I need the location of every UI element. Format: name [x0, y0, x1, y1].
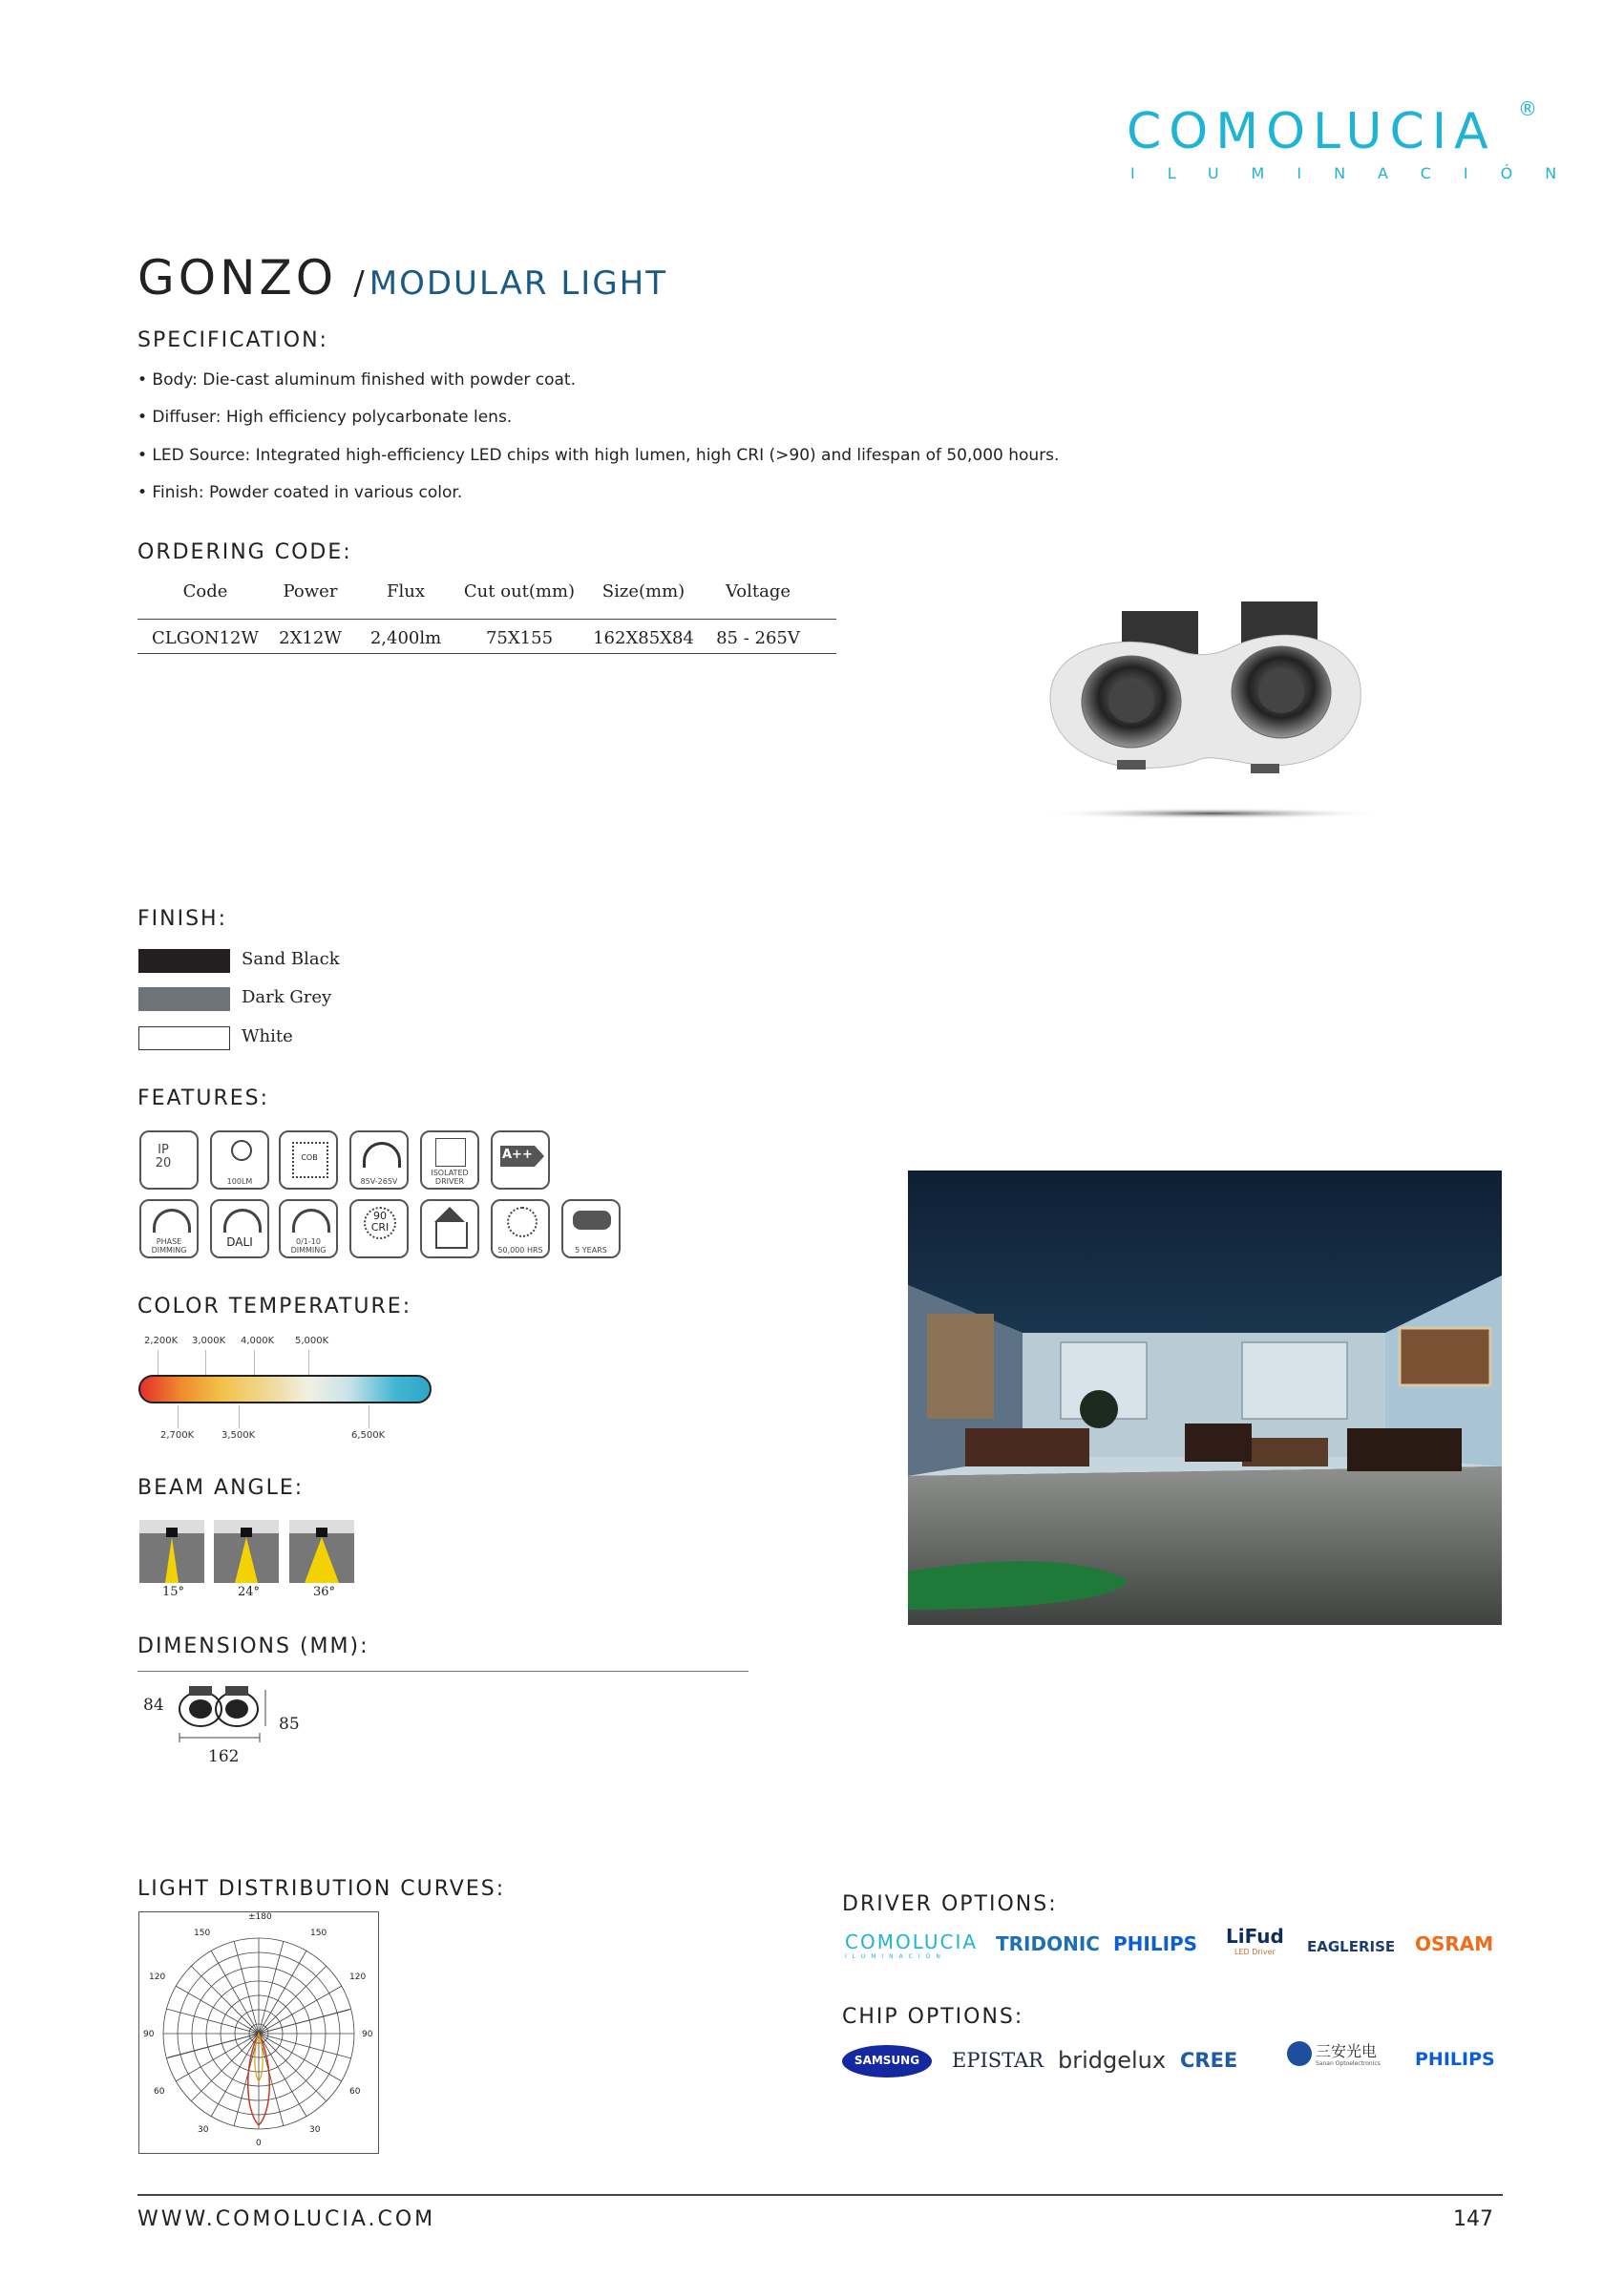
table-divider [137, 619, 836, 620]
polar-distribution-chart [138, 1911, 379, 2154]
ct-label: 6,500K [351, 1430, 386, 1441]
chip-logo-bridgelux: bridgelux [1058, 2047, 1167, 2074]
chip-logo-sanan-name: 三安光电 [1316, 2042, 1378, 2060]
beam-24-diagram [214, 1520, 279, 1583]
driver-logo-eaglerise: EAGLERISE [1307, 1938, 1396, 1955]
polar-label: 150 [194, 1929, 211, 1938]
registered-mark: ® [1518, 97, 1537, 120]
spec-item: • LED Source: Integrated high-efficiency LED chips with high lumen, high CRI (>90) and lifespan of 50,000 hours. [137, 446, 1060, 465]
brand-tagline: ILUMINACIÓN [1130, 164, 1590, 182]
spec-item: • Finish: Powder coated in various color. [137, 483, 463, 502]
polar-label: 120 [349, 1972, 367, 1982]
finish-label: Sand Black [242, 949, 340, 969]
finish-swatch-dark-grey [138, 987, 230, 1011]
dimension-height: 84 [143, 1696, 164, 1715]
driver-logo-osram: OSRAM [1415, 1932, 1494, 1955]
polar-label: ±180 [248, 1912, 272, 1922]
voltage-icon: 85V-265V [349, 1130, 409, 1190]
driver-logo-tridonic: TRIDONIC [996, 1932, 1100, 1955]
footer-url[interactable]: WWW.COMOLUCIA.COM [137, 2207, 436, 2231]
ip20-icon: IP 20 [139, 1130, 199, 1190]
dimension-depth: 85 [279, 1715, 300, 1734]
bulb-icon: 100LM [210, 1130, 269, 1190]
chip-logo-epistar: EPISTAR [952, 2049, 1044, 2072]
page-title [137, 250, 667, 306]
chip-logo-philips: PHILIPS [1415, 2049, 1495, 2070]
table-cell: 2X12W [279, 628, 342, 648]
beam-angle-title: BEAM ANGLE: [137, 1476, 305, 1500]
ct-label: 2,200K [144, 1336, 179, 1346]
ct-tick [178, 1405, 179, 1428]
beam-15-diagram [139, 1520, 204, 1583]
table-header: Flux [387, 581, 425, 601]
product-category: MODULAR LIGHT [369, 264, 668, 303]
polar-label: 30 [198, 2125, 209, 2135]
beam-36-diagram [289, 1520, 354, 1583]
chip-logo-cree: CREE [1180, 2049, 1238, 2072]
polar-label: 0 [256, 2139, 262, 2148]
beam-angle-label: 15° [162, 1585, 185, 1599]
finish-label: Dark Grey [242, 987, 332, 1007]
driver-logo-comolucia [845, 1930, 978, 1960]
ct-label: 2,700K [160, 1430, 195, 1441]
ordering-title: ORDERING CODE: [137, 540, 352, 564]
ct-label: 4,000K [241, 1336, 275, 1346]
polar-label: 90 [143, 2030, 155, 2039]
spec-item: • Diffuser: High efficiency polycarbonate lens. [137, 408, 513, 427]
dimensions-divider [137, 1671, 749, 1672]
table-header: Size(mm) [601, 581, 685, 601]
finish-swatch-sand-black [138, 949, 230, 973]
cob-chip-icon: COB [279, 1130, 338, 1190]
dimension-drawing [172, 1680, 277, 1747]
table-header: Code [182, 581, 228, 601]
spec-item: • Body: Die-cast aluminum finished with powder coat. [137, 370, 576, 390]
driver-logo-lifud [1226, 1925, 1284, 1956]
energy-class-icon: A++ [491, 1130, 550, 1190]
table-cell: CLGON12W [151, 628, 260, 648]
color-temperature-bar [138, 1375, 432, 1403]
finish-label: White [242, 1026, 293, 1046]
driver-logo-lifud-name: LiFud [1226, 1925, 1284, 1948]
title-separator: / [353, 264, 365, 303]
table-cell: 75X155 [485, 628, 554, 648]
polar-label: 60 [154, 2087, 165, 2097]
table-header: Cut out(mm) [463, 581, 576, 601]
indoor-icon [420, 1199, 479, 1258]
color-temperature-title: COLOR TEMPERATURE: [137, 1295, 412, 1318]
phase-dimming-icon: PHASE DIMMING [139, 1199, 199, 1258]
dimensions-title: DIMENSIONS (MM): [137, 1635, 369, 1658]
polar-label: 30 [309, 2125, 321, 2135]
isolated-driver-icon: ISOLATED DRIVER [420, 1130, 479, 1190]
dali-icon: DALI [210, 1199, 269, 1258]
polar-label: 60 [349, 2087, 361, 2097]
table-header: Voltage [725, 581, 791, 601]
specification-title: SPECIFICATION: [137, 328, 328, 352]
lifespan-icon: 50,000 HRS [491, 1199, 550, 1258]
table-header: Power [283, 581, 338, 601]
polar-label: 120 [149, 1972, 166, 1982]
ct-tick [205, 1350, 206, 1375]
warranty-icon: 5 YEARS [561, 1199, 621, 1258]
driver-logo-comolucia-name: COMOLUCIA [845, 1930, 979, 1953]
dimension-width: 162 [208, 1747, 240, 1766]
ct-tick [254, 1350, 255, 1375]
ct-label: 5,000K [295, 1336, 329, 1346]
footer-divider [137, 2194, 1503, 2196]
driver-options-title: DRIVER OPTIONS: [842, 1892, 1058, 1916]
chip-logo-sanan-sub: Sanan Optoelectronics [1316, 2060, 1381, 2067]
cri-icon: 90 CRI [349, 1199, 409, 1258]
chip-options-title: CHIP OPTIONS: [842, 2005, 1024, 2029]
brand-logo [1127, 97, 1590, 189]
beam-angle-label: 24° [238, 1585, 261, 1599]
driver-logo-lifud-sub: LED Driver [1234, 1948, 1276, 1956]
ct-tick [308, 1350, 309, 1375]
product-name: GONZO [137, 250, 338, 306]
product-photo [1031, 592, 1394, 821]
ct-tick [239, 1405, 240, 1428]
sanan-icon [1287, 2041, 1312, 2066]
table-cell: 162X85X84 [593, 628, 694, 648]
beam-angle-label: 36° [313, 1585, 336, 1599]
table-cell: 85 - 265V [716, 628, 800, 648]
application-photo [908, 1171, 1502, 1625]
distribution-title: LIGHT DISTRIBUTION CURVES: [137, 1877, 506, 1901]
polar-label: 150 [310, 1929, 327, 1938]
brand-name: COMOLUCIA [1127, 103, 1496, 160]
table-divider [137, 653, 836, 654]
chip-logo-samsung-text: SAMSUNG [854, 2054, 920, 2067]
features-title: FEATURES: [137, 1086, 270, 1110]
page-number: 147 [1453, 2207, 1493, 2231]
finish-swatch-white [138, 1026, 230, 1050]
table-cell: 2,400lm [369, 628, 442, 648]
finish-title: FINISH: [137, 907, 228, 931]
ct-label: 3,500K [221, 1430, 256, 1441]
chip-logo-samsung [842, 2045, 932, 2078]
polar-label: 90 [362, 2030, 373, 2039]
driver-logo-comolucia-tagline: ILUMINACIÓN [845, 1953, 946, 1960]
dimming-0-10-icon: 0/1-10 DIMMING [279, 1199, 338, 1258]
driver-logo-philips: PHILIPS [1113, 1932, 1198, 1955]
ct-label: 3,000K [192, 1336, 226, 1346]
